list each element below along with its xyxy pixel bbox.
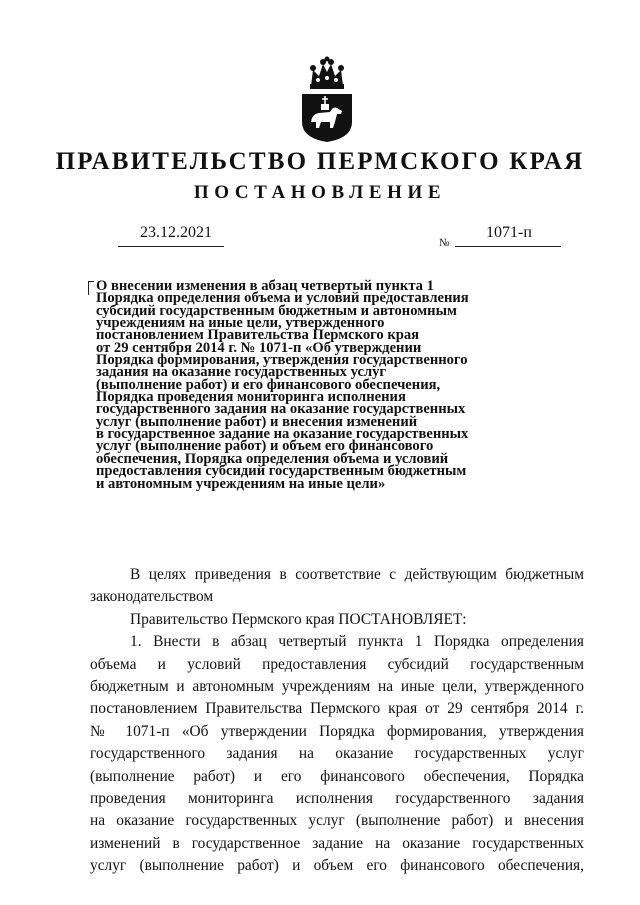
number-sign: № [439,237,450,249]
heading-line: услуг (выполнение работ) и внесения изменений [96,413,418,430]
item-1-line: на оказание государственных услуг (выполнение работ) и внесения [90,812,584,830]
perm-krai-coat-of-arms-icon [299,56,355,144]
item-1-paragraph [90,631,584,877]
heading-line: учреждениям на иные цели, утвержденного [96,315,385,332]
heading-line: обеспечения, Порядка определения объема и условий [96,450,449,467]
item-1-line: услуг (выполнение работ) и объем его финансового обеспечения, [90,857,584,875]
date-underline [118,246,224,247]
heading-line: субсидий государственным бюджетным и автономным [96,302,457,319]
decree-line: Правительство Пермского края ПОСТАНОВЛЯЕТ: [130,610,467,628]
item-1-line: постановлением Правительства Пермского края от 29 сентября 2014 г. [90,700,584,718]
item-1-line: объема и условий предоставления субсидий государственным [90,655,584,673]
heading-line: Порядка определения объема и условий предоставления [96,290,469,307]
document-type: ПОСТАНОВЛЕНИЕ [193,182,447,203]
government-title: ПРАВИТЕЛЬСТВО ПЕРМСКОГО КРАЯ [55,148,585,175]
item-1-line: № 1071-п «Об утверждении Порядка формирования, утверждения [90,722,584,740]
heading-line: О внесении изменения в абзац четвертый пункта 1 [96,278,434,294]
document-heading [96,280,536,490]
preamble-line: законодательством [90,588,214,606]
heading-corner-bracket [88,281,94,295]
document-date: 23.12.2021 [140,224,212,241]
item-1-line: 1. Внести в абзац четвертый пункта 1 Порядка определения [130,633,584,651]
number-underline [455,246,561,247]
preamble-line: В целях приведения в соответствие с действующим бюджетным [130,566,584,583]
item-1-line: (выполнение работ) и его финансового обеспечения, Порядка [90,767,584,785]
heading-line: в государственное задание на оказание государственных [96,426,469,443]
heading-line: от 29 сентября 2014 г. № 1071-п «Об утверждении [96,339,422,356]
heading-line: услуг (выполнение работ) и объем его финансового [96,438,434,455]
document-body [90,564,584,878]
item-1-line: проведения мониторинга исполнения государственного задания [90,790,584,808]
item-1-line: изменений в государственное задание на оказание государственных [90,834,584,852]
heading-line: задания на оказание государственных услуг [96,364,387,381]
heading-line: и автономным учреждениям на иные цели» [96,475,386,492]
document-number: 1071-п [486,224,532,241]
item-1-line: бюджетным и автономным учреждениям на иные цели, утвержденного [90,678,584,696]
heading-line: предоставления субсидий государственным бюджетным [96,463,467,480]
heading-line: Порядка проведения мониторинга исполнения [96,389,406,406]
heading-line: Порядка формирования, утверждения государственного [96,352,468,369]
heading-line: (выполнение работ) и его финансового обеспечения, [96,376,441,393]
heading-line: постановлением Правительства Пермского края [96,327,420,344]
item-1-line: государственного задания на оказание государственных услуг [90,745,584,763]
heading-line: государственного задания на оказание государственных [96,401,466,418]
